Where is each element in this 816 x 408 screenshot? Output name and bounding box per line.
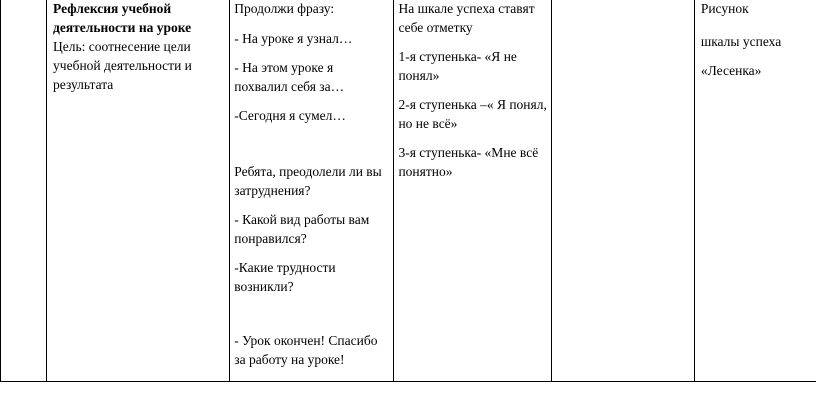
students-step-1: 1-я ступенька- «Я не понял»: [398, 49, 517, 83]
teacher-activity-cell: [230, 0, 394, 382]
students-intro: На шкале успеха ставят себе отметку: [398, 1, 535, 35]
teacher-intro: Продолжи фразу:: [234, 1, 335, 16]
teacher-question-2: - Какой вид работы вам понравился?: [234, 212, 370, 246]
teacher-phrase-3: -Сегодня я сумел…: [234, 108, 346, 123]
stage-goal: Цель: соотнесение цели учебной деятельности и результата: [53, 39, 192, 92]
table-row: [1, 0, 816, 382]
students-step-2: 2-я ступенька –« Я понял, но не всё»: [398, 97, 547, 131]
teacher-question-3: -Какие трудности возникли?: [234, 260, 336, 294]
empty-number-cell: [1, 0, 47, 382]
stage-cell: [47, 0, 230, 382]
teacher-closing: - Урок окончен! Спасибо за работу на уроке!: [234, 333, 378, 367]
stage-title: Рефлексия учебной деятельности на уроке: [53, 1, 192, 35]
resource-line-1: Рисунок: [700, 1, 749, 16]
resource-line-3: «Лесенка»: [700, 63, 762, 78]
teacher-phrase-2: - На этом уроке я похвалил себя за…: [234, 60, 345, 94]
resource-line-2: шкалы успеха: [700, 34, 782, 49]
teacher-phrase-1: - На уроке я узнал…: [234, 31, 353, 46]
teacher-question-1: Ребята, преодолели ли вы затруднения?: [234, 164, 382, 198]
empty-cell: [551, 0, 694, 382]
resources-cell: [694, 0, 816, 382]
student-activity-cell: [394, 0, 551, 382]
students-step-3: 3-я ступенька- «Мне всё понятно»: [398, 145, 539, 179]
